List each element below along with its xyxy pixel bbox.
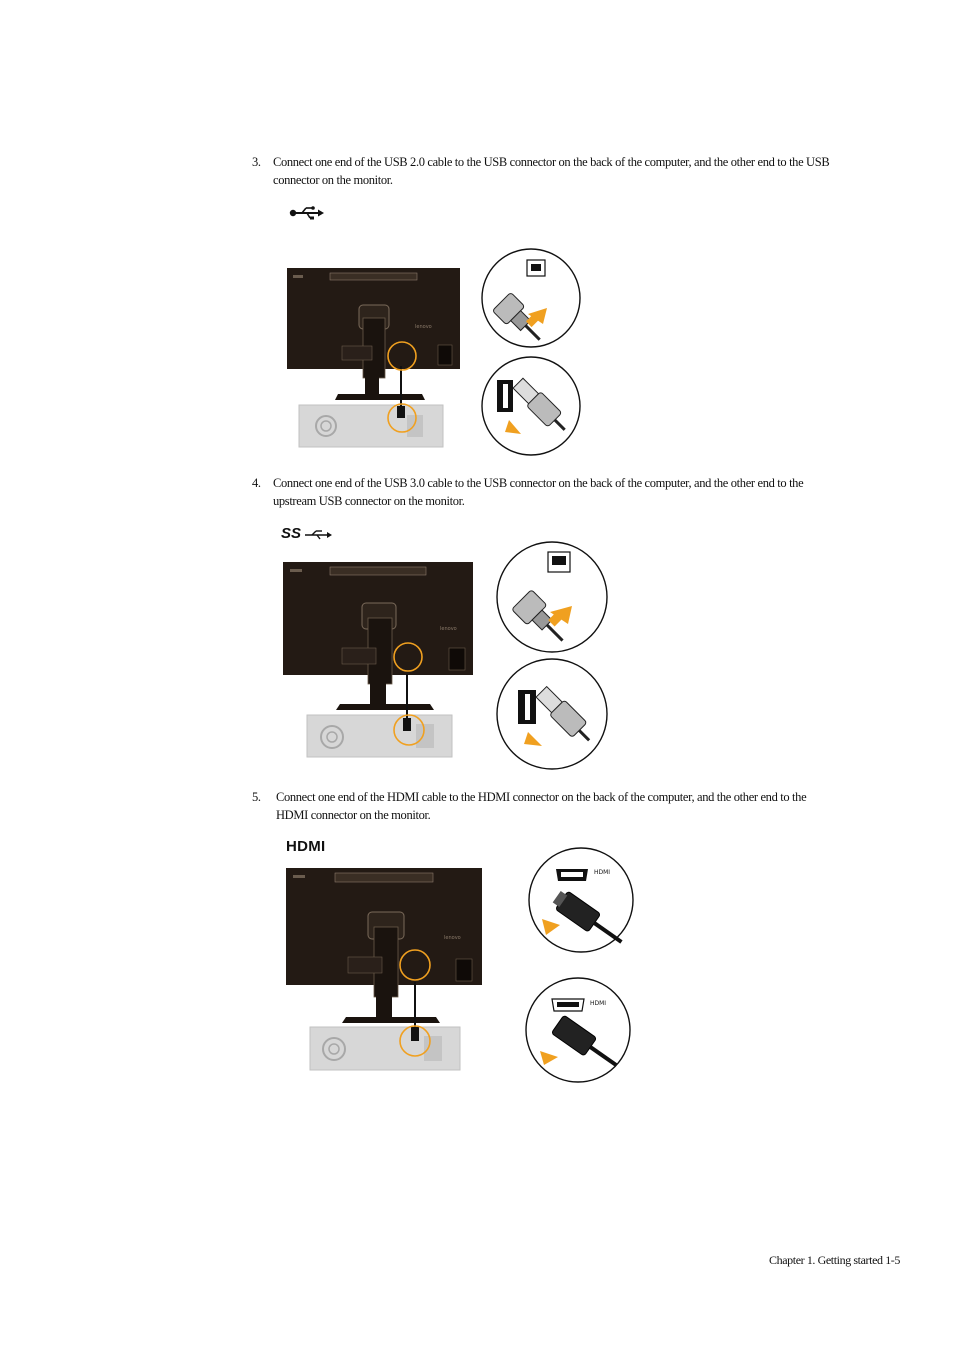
page-footer: Chapter 1. Getting started 1-5 bbox=[769, 1253, 900, 1267]
ss-logo-text: SS bbox=[281, 525, 302, 542]
step-number: 5. bbox=[252, 790, 261, 804]
hdmi-cable-detail bbox=[526, 978, 630, 1082]
hdmi-connection-diagram bbox=[284, 845, 636, 1085]
usb-a-port-detail bbox=[482, 357, 580, 455]
svg-text:lenovo: lenovo bbox=[415, 324, 432, 330]
step-number: 3. bbox=[252, 155, 261, 169]
monitor-back bbox=[287, 268, 460, 400]
step-number: 4. bbox=[252, 476, 261, 490]
svg-text:lenovo: lenovo bbox=[444, 935, 461, 941]
hdmi-port-label: HDMI bbox=[590, 1000, 607, 1007]
svg-text:lenovo: lenovo bbox=[440, 626, 457, 632]
step-text: Connect one end of the USB 3.0 cable to the USB connector on the back of the computer, and the other end to the upstream USB connector on the monitor. bbox=[273, 476, 804, 508]
monitor-back bbox=[286, 868, 482, 1023]
step-text: Connect one end of the HDMI cable to the HDMI connector on the back of the computer, and the other end to the HDMI connector on the monitor. bbox=[276, 790, 807, 822]
hdmi-port-detail bbox=[529, 848, 633, 952]
hdmi-port-label: HDMI bbox=[594, 869, 611, 876]
computer-front bbox=[299, 405, 443, 447]
step-text: Connect one end of the USB 2.0 cable to the USB connector on the back of the computer, and the other end to the USB connector on the monitor. bbox=[273, 155, 830, 187]
computer-front bbox=[310, 1027, 460, 1070]
usb3-a-port-detail bbox=[497, 659, 607, 769]
usb-b-port-detail bbox=[482, 249, 580, 349]
usb-icon bbox=[289, 205, 325, 221]
hdmi-logo: HDMI bbox=[286, 838, 326, 855]
monitor-back bbox=[283, 562, 473, 710]
usb3-b-port-detail bbox=[497, 542, 607, 652]
usb2-connection-diagram bbox=[285, 248, 585, 458]
computer-front bbox=[307, 715, 452, 757]
usb3-connection-diagram bbox=[282, 540, 612, 772]
